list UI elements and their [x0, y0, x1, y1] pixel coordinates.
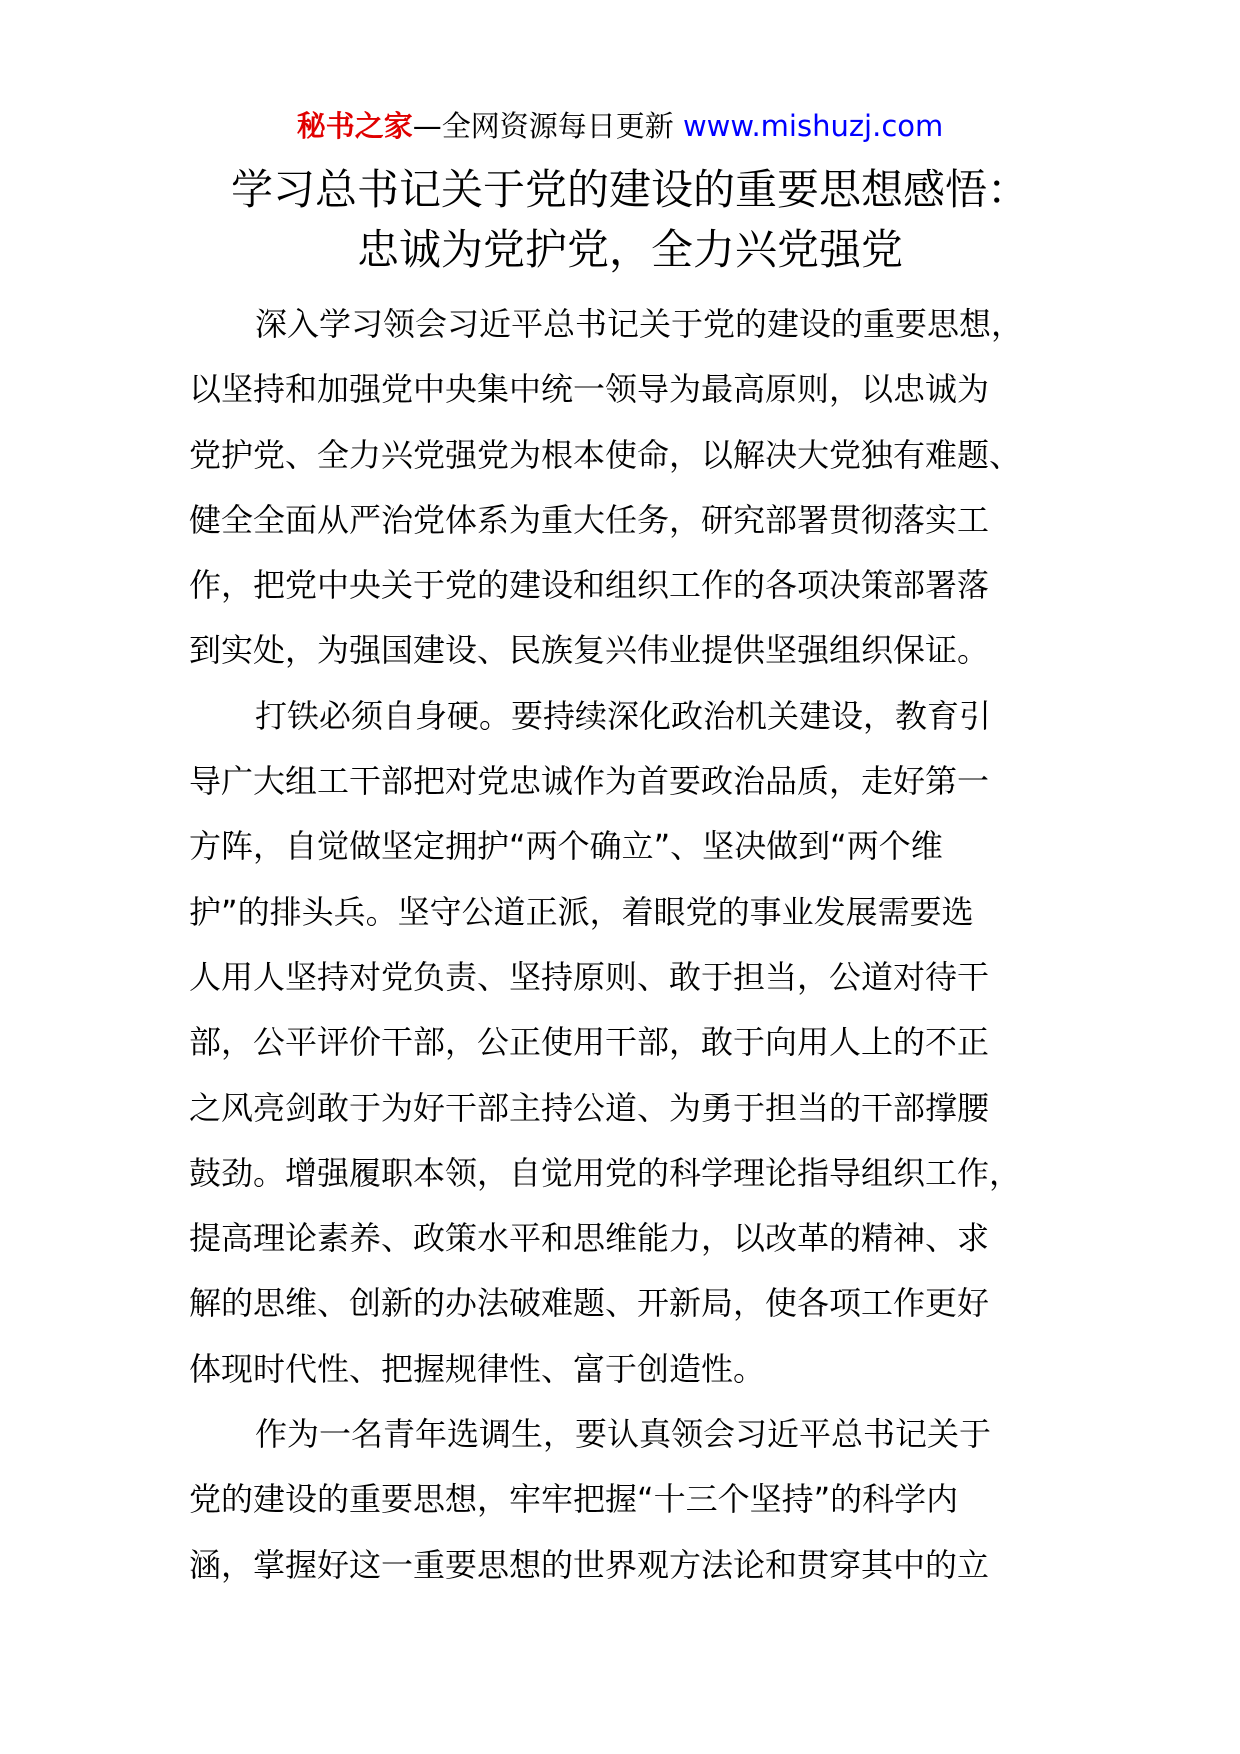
- text-line: 解的思维、创新的办法破难题、开新局，使各项工作更好: [189, 1284, 990, 1323]
- text-line: 导广大组工干部把对党忠诚作为首要政治品质，走好第一: [189, 762, 990, 801]
- text-line: 到实处，为强国建设、民族复兴伟业提供坚强组织保证。: [189, 631, 990, 670]
- text-line: 深入学习领会习近平总书记关于党的建设的重要思想，: [255, 305, 1024, 343]
- article-title: [150, 160, 1110, 280]
- paragraph-1: [189, 292, 1059, 684]
- text-line: 体现时代性、把握规律性、富于创造性。: [189, 1349, 766, 1388]
- brand-name: 秘书之家: [296, 109, 413, 143]
- text-line: 党护党、全力兴党强党为根本使命，以解决大党独有难题、: [189, 435, 1022, 474]
- text-line: 党的建设的重要思想，牢牢把握“十三个坚持”的科学内: [189, 1480, 959, 1519]
- header-tagline: —全网资源每日更新: [412, 109, 674, 143]
- text-line: 鼓劲。增强履职本领，自觉用党的科学理论指导组织工作，: [189, 1153, 1022, 1192]
- text-line: 作为一名青年选调生，要认真领会习近平总书记关于: [255, 1415, 992, 1454]
- title-line-1: 学习总书记关于党的建设的重要思想感悟：: [230, 165, 1029, 214]
- paragraph-2: [189, 684, 1059, 1402]
- text-line: 之风亮剑敢于为好干部主持公道、为勇于担当的干部撑腰: [189, 1088, 990, 1127]
- title-line-2: 忠诚为党护党，全力兴党强党: [356, 225, 903, 274]
- text-line: 作，把党中央关于党的建设和组织工作的各项决策部署落: [189, 566, 990, 605]
- text-line: 护”的排头兵。坚守公道正派，着眼党的事业发展需要选: [189, 892, 974, 931]
- text-line: 提高理论素养、政策水平和思维能力，以改革的精神、求: [189, 1219, 990, 1258]
- paragraph-3: [189, 1402, 1059, 1598]
- text-line: 涵，掌握好这一重要思想的世界观方法论和贯穿其中的立: [189, 1545, 990, 1584]
- text-line: 打铁必须自身硬。要持续深化政治机关建设，教育引: [255, 696, 992, 735]
- text-line: 人用人坚持对党负责、坚持原则、敢于担当，公道对待干: [189, 957, 990, 996]
- text-line: 健全全面从严治党体系为重大任务，研究部署贯彻落实工: [189, 500, 990, 539]
- text-line: 方阵，自觉做坚定拥护“两个确立”、坚决做到“两个维: [189, 827, 943, 866]
- site-url[interactable]: www.mishuzj.com: [682, 109, 944, 143]
- article-body: [189, 292, 1059, 1598]
- text-line: 以坚持和加强党中央集中统一领导为最高原则，以忠诚为: [189, 370, 990, 409]
- site-header: [0, 106, 1240, 146]
- text-line: 部，公平评价干部，公正使用干部，敢于向用人上的不正: [189, 1023, 990, 1062]
